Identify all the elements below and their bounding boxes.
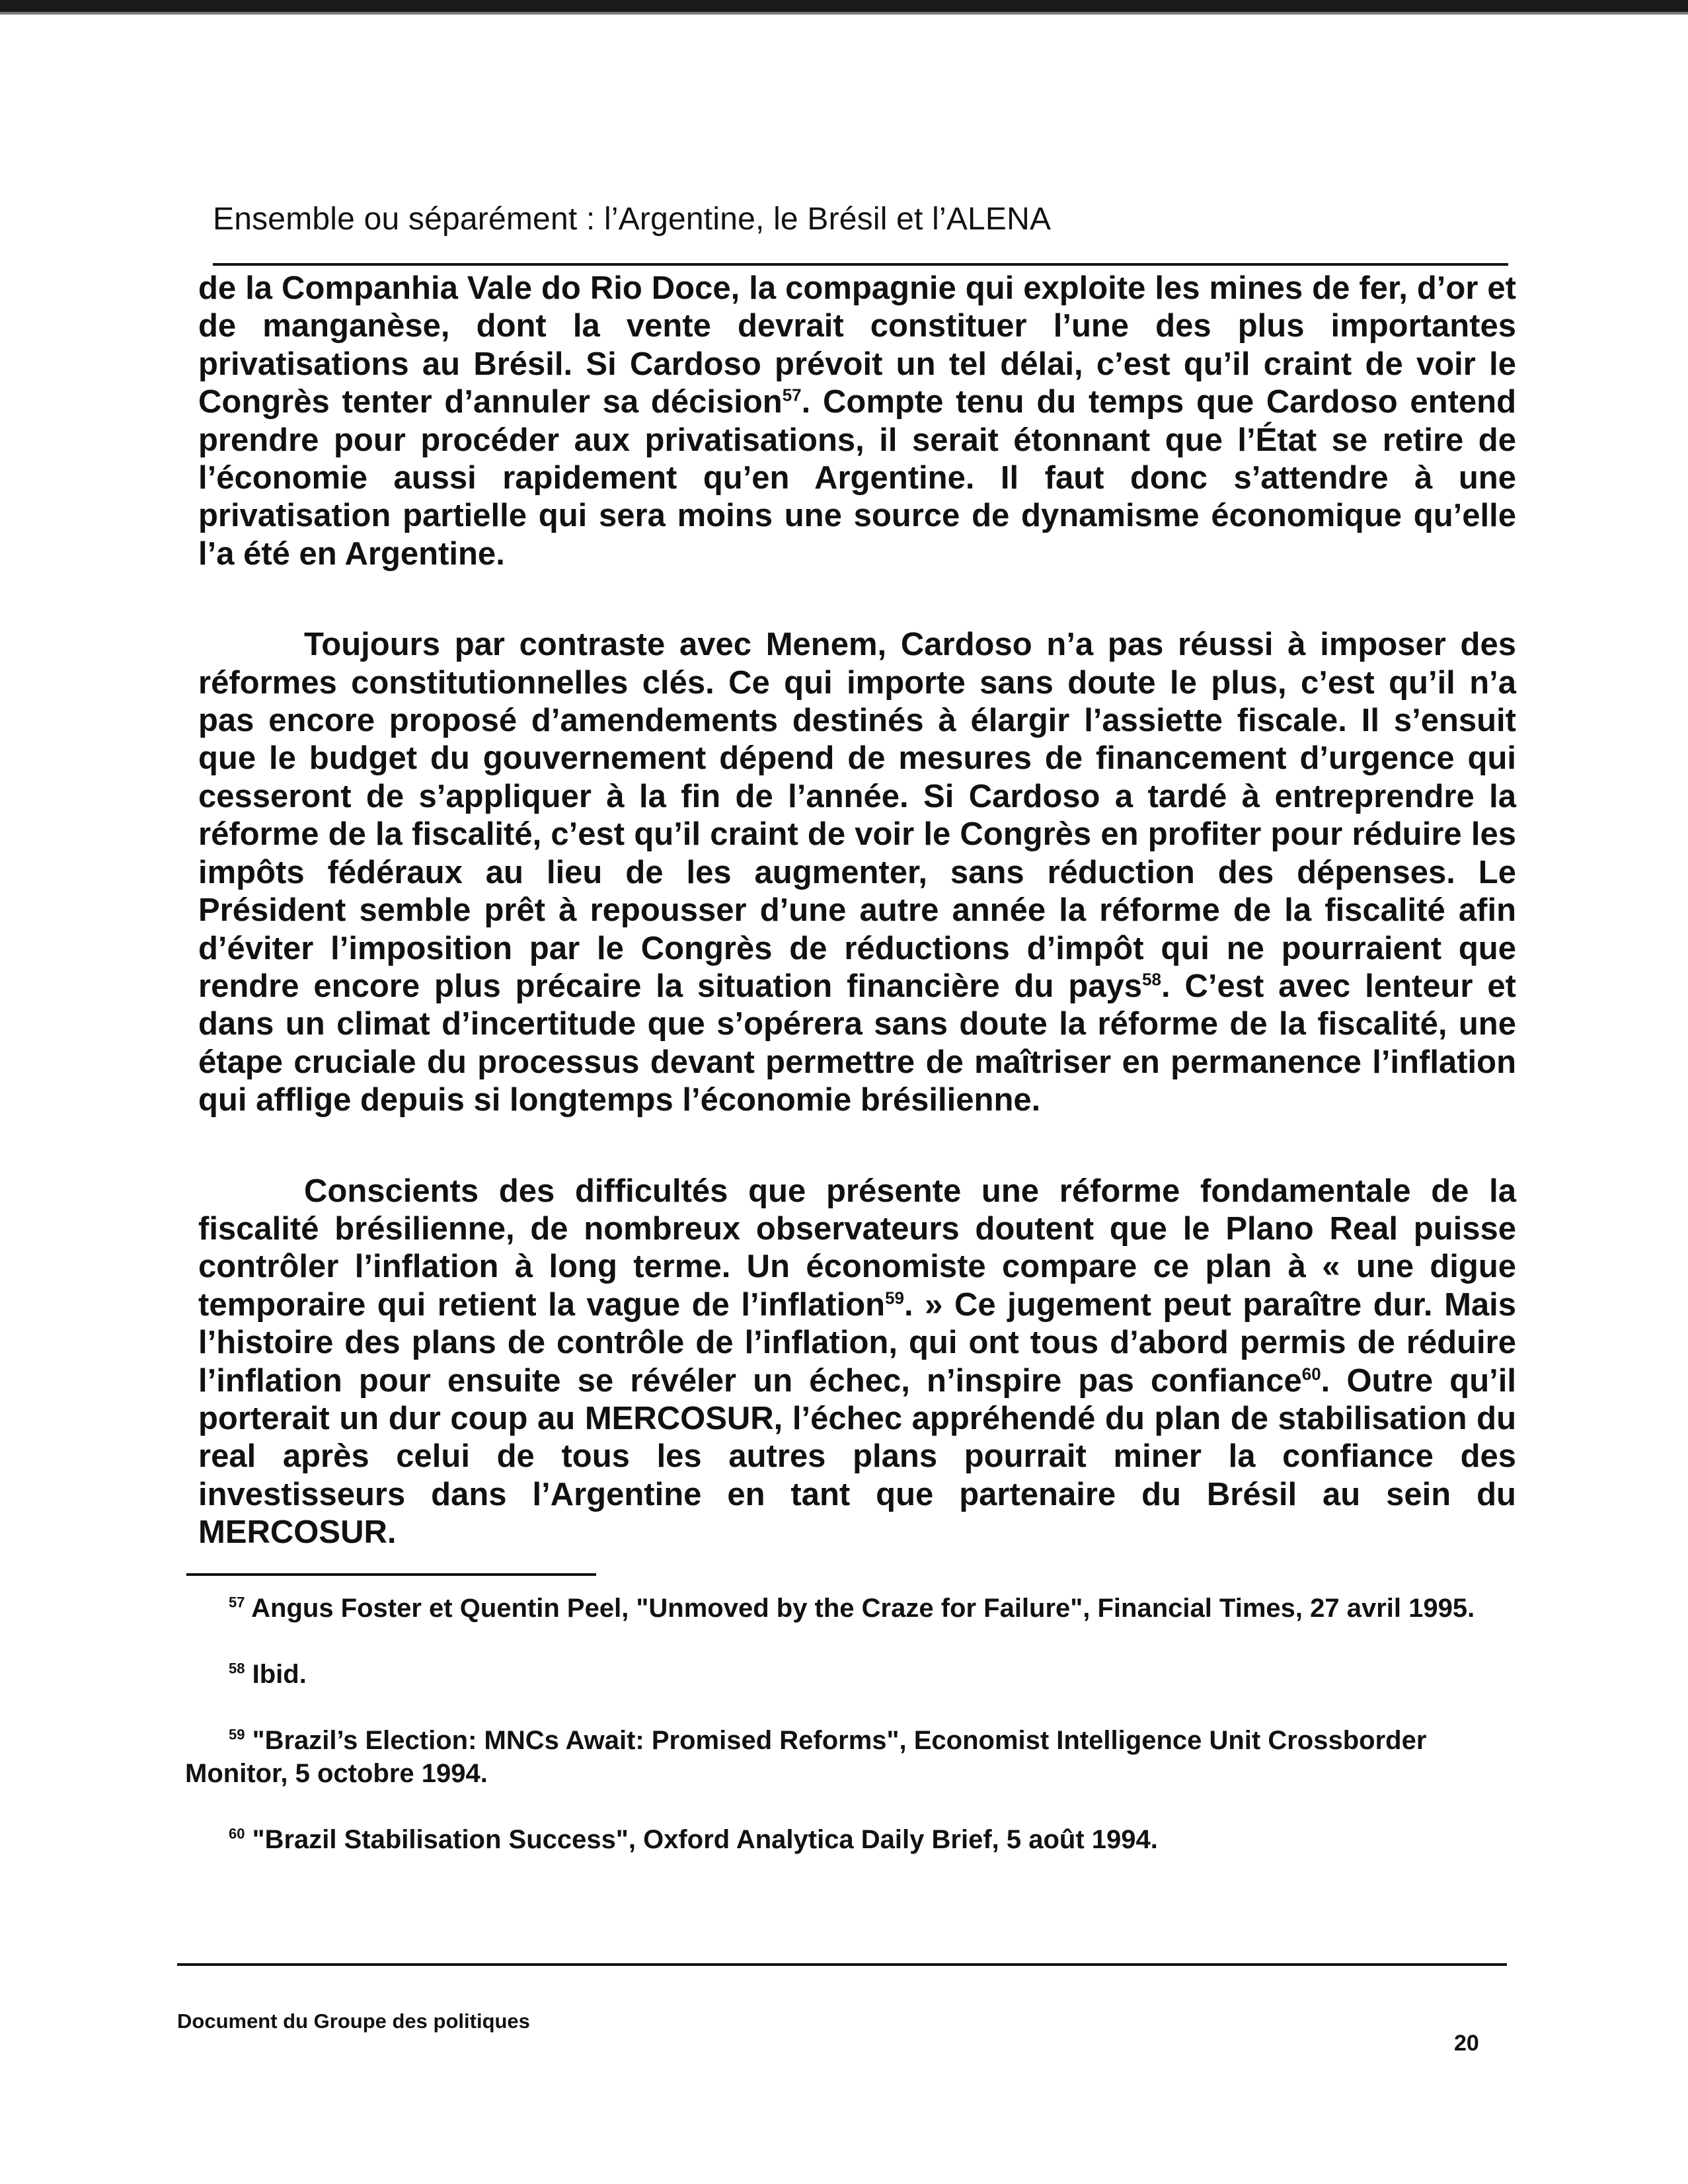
footnote-60: $^{60}$ "Brazil Stabilisation Success", Oxford Analytica Daily Brief, 5 août 1994. [229,1825,1158,1854]
body-text [198,270,1516,1552]
header-rule [213,263,1508,266]
paragraph-3: Conscients des difficultés que présente une réforme fondamentale de la fiscalité brésilienne, de nombreux observateurs doutent que le Plano Real puisse contrôler l’inflation à long terme. Un économiste compare ce plan à « une digue temporaire qui retient la vague de l’inflation$^{59}$. » Ce jugement peut paraître dur. Mais l’histoire des plans de contrôle de l’inflation, qui ont tous d’abord permis de réduire l’inflation pour ensuite se révéler un échec, n’inspire pas confiance$^{60}$. Outre qu’il porterait un dur coup au MERCOSUR, l’échec appréhendé du plan de stabilisation du real après celui de tous les autres plans pourrait miner la confiance des investisseurs dans l’Argentine en tant que partenaire du Brésil au sein du MERCOSUR. [198,1173,1517,1551]
scan-edge-shadow [0,12,1688,15]
scan-edge [0,0,1688,12]
footnote-ref-57[interactable]: 57 [782,385,802,405]
footnotes [185,1592,1507,1889]
footer-source: Document du Groupe des politiques [177,2009,530,2033]
footnote-58: $^{58}$ Ibid. [229,1660,307,1689]
footnote-ref-58[interactable]: 58 [1142,969,1161,990]
footnote-57: $^{57}$ Angus Foster et Quentin Peel, "Unmoved by the Craze for Failure", Financial Times, 27 avril 1995. [229,1594,1475,1623]
footnote-59: $^{59}$ "Brazil’s Election: MNCs Await: Promised Reforms", Economist Intelligence Unit Crossborder Monitor, 5 octobre 1994. [185,1726,1427,1788]
footnote-ref-59[interactable]: 59 [885,1288,905,1308]
page-number: 20 [1454,2031,1479,2056]
paragraph-2: Toujours par contraste avec Menem, Cardoso n’a pas réussi à imposer des réformes constitutionnelles clés. Ce qui importe sans doute le plus, c’est qu’il n’a pas encore proposé d’amendements destinés à élargir l’assiette fiscale. Il s’ensuit que le budget du gouvernement dépend de mesures de financement d’urgence qui cesseront de s’appliquer à la fin de l’année. Si Cardoso a tardé à entreprendre la réforme de la fiscalité, c’est qu’il craint de voir le Congrès en profiter pour réduire les impôts fédéraux au lieu de les augmenter, sans réduction des dépenses. Le Président semble prêt à repousser d’une autre année la réforme de la fiscalité afin d’éviter l’imposition par le Congrès de réductions d’impôt qui ne pourraient que rendre encore plus précaire la situation financière du pays$^{58}$. C’est avec lenteur et dans un climat d’incertitude que s’opérera sans doute la réforme de la fiscalité, une étape cruciale du processus devant permettre de maîtriser en permanence l’inflation qui afflige depuis si longtemps l’économie brésilienne. [198,627,1516,1118]
running-header: Ensemble ou séparément : l’Argentine, le Brésil et l’ALENA [213,202,1052,237]
footnote-rule [186,1573,596,1576]
footnote-ref-60[interactable]: 60 [1301,1364,1321,1384]
footer-rule [177,1963,1507,1966]
paragraph-1: de la Companhia Vale do Rio Doce, la compagnie qui exploite les mines de fer, d’or et de manganèse, dont la vente devrait constituer l’une des plus importantes privatisations au Brésil. Si Cardoso prévoit un tel délai, c’est qu’il craint de voir le Congrès tenter d’annuler sa décision$^{57}$. Compte tenu du temps que Cardoso entend prendre pour procéder aux privatisations, il serait étonnant que l’État se retire de l’économie aussi rapidement qu’en Argentine. Il faut donc s’attendre à une privatisation partielle qui sera moins une source de dynamisme économique qu’elle l’a été en Argentine. [198,270,1517,572]
